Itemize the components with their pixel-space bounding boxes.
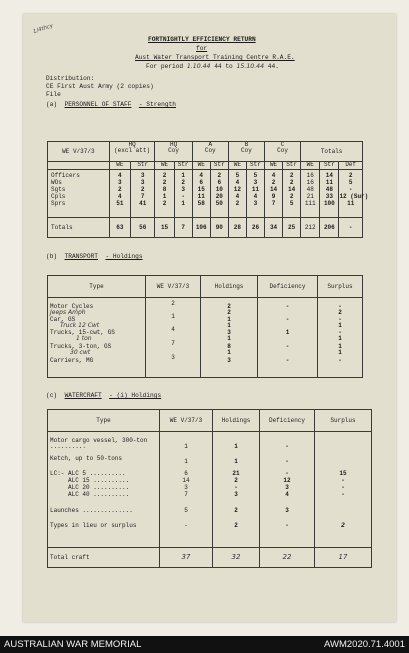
period-line	[146, 64, 279, 70]
period-to: 15.10.44	[236, 63, 265, 70]
total-cell: 15	[155, 218, 174, 238]
watercraft-total-surplus: 17	[315, 548, 372, 568]
personnel-col: 2 6 10 20 50	[210, 170, 228, 218]
personnel-col: 1 2 3 - 1	[174, 170, 192, 218]
caption-bar	[0, 636, 409, 653]
personnel-subhead-row	[48, 162, 363, 170]
watercraft-holdings: 1 1 21 2 - 3 2 2	[213, 432, 260, 548]
distribution-line-2: File	[46, 91, 61, 98]
personnel-col: 5 3 11 4 3	[246, 170, 264, 218]
title-for: for	[196, 45, 208, 52]
watercraft-total-we: 37	[160, 548, 213, 568]
personnel-body-row	[48, 170, 363, 218]
transport-table	[47, 275, 363, 378]
period-mid: 44 to	[214, 63, 233, 70]
section-c-heading: (c) WATERCRAFT - (i) Holdings	[46, 392, 162, 399]
personnel-we-label: WE V/37/3	[48, 142, 110, 162]
personnel-table	[47, 141, 369, 238]
unit-name: Aust Water Transport Training Centre R.A.E.	[135, 54, 295, 61]
total-cell: 106	[192, 218, 210, 238]
subhead: Str	[246, 162, 264, 170]
personnel-col-totals-str: 14 11 48 33 100	[320, 170, 339, 218]
personnel-col-totals-we: 16 16 48 21 111	[301, 170, 320, 218]
personnel-col: 4 6 15 11 58	[192, 170, 210, 218]
section-b-heading: (b) TRANSPORT - Holdings	[46, 253, 143, 260]
watercraft-header-holdings: Holdings	[213, 410, 260, 432]
personnel-col: 2 2 8 1 2	[155, 170, 174, 218]
transport-header-we: WE V/37/3	[146, 276, 201, 298]
transport-header-type: Type	[48, 276, 146, 298]
document-title: FORTNIGHTLY EFFICIENCY RETURN	[148, 36, 256, 43]
transport-header-deficiency: Deficiency	[258, 276, 318, 298]
watercraft-total-label: Total craft	[48, 548, 160, 568]
distribution-label: Distribution:	[46, 75, 95, 82]
subhead: WE	[301, 162, 320, 170]
transport-surplus: - 2 - 1 - 1 1 1 -	[318, 298, 363, 378]
watercraft-surplus: 15 - - - 2	[315, 432, 372, 548]
watercraft-header-surplus: Surplus	[315, 410, 372, 432]
personnel-group-totals: Totals	[301, 142, 363, 162]
watercraft-header-we: WE V/37/3	[160, 410, 213, 432]
transport-header-row	[48, 276, 363, 298]
total-cell: 90	[210, 218, 228, 238]
personnel-row-labels: Officers WOs Sgts Cpls Sprs	[48, 170, 110, 218]
document-page	[23, 14, 396, 622]
watercraft-total-deficiency: 22	[260, 548, 315, 568]
corner-pencil-note: 1/4thcy	[32, 22, 54, 36]
period-from: 1.10.44	[186, 63, 211, 70]
total-cell: 28	[228, 218, 246, 238]
personnel-totals-row	[48, 218, 363, 238]
subhead: Str	[130, 162, 154, 170]
personnel-group-hq: HQ (excl att)	[109, 142, 155, 162]
transport-deficiency: - - 1 - -	[258, 298, 318, 378]
transport-types: Motor Cycles Jeeps Amph Car, GS Truck 12 Cwt Trucks, 15-cwt, GS 1 ton Trucks, 3-ton, GS 30 cwt Carriers, MG	[48, 298, 146, 378]
subhead: WE	[155, 162, 174, 170]
watercraft-total-row	[48, 548, 372, 568]
watercraft-total-holdings: 32	[213, 548, 260, 568]
watercraft-header-row	[48, 410, 372, 432]
total-cell: 56	[130, 218, 154, 238]
transport-we: 2 1 4 7 3	[146, 298, 201, 378]
total-cell: 25	[283, 218, 301, 238]
subhead: Str	[210, 162, 228, 170]
transport-holdings: 2 2 1 1 3 1 8 1 3	[201, 298, 258, 378]
subhead: WE	[265, 162, 283, 170]
transport-header-surplus: Surplus	[318, 276, 363, 298]
period-label: For period	[146, 63, 184, 70]
total-cell: 26	[246, 218, 264, 238]
total-cell: 206	[320, 218, 339, 238]
subhead: WE	[109, 162, 130, 170]
caption-right: AWM2020.71.4001	[324, 639, 405, 650]
subhead: Str	[320, 162, 339, 170]
personnel-col: 2 2 14 2 5	[283, 170, 301, 218]
period-end: 44.	[267, 63, 279, 70]
total-cell: -	[339, 218, 363, 238]
personnel-col-totals-def: 2 5 - 12 (Sur) 11	[339, 170, 363, 218]
subhead: Def	[339, 162, 363, 170]
section-a-heading: (a) PERSONNEL OF STAFF - Strength	[46, 101, 176, 108]
personnel-col: 4 2 14 9 7	[265, 170, 283, 218]
watercraft-types: Motor cargo vessel, 300-ton .......... Ketch, up to 50-tons LC:- ALC 5 .......... ALC 15 .......... ALC 20 .......... ALC 40 .......... Launches .............. Types in lieu or surplus	[48, 432, 160, 548]
total-cell: 34	[265, 218, 283, 238]
watercraft-body-row	[48, 432, 372, 548]
caption-left: AUSTRALIAN WAR MEMORIAL	[4, 639, 142, 650]
personnel-totals-label: Totals	[48, 218, 110, 238]
watercraft-header-deficiency: Deficiency	[260, 410, 315, 432]
personnel-group-hq-coy: HQ Coy	[155, 142, 192, 162]
subhead: Str	[283, 162, 301, 170]
transport-body-row	[48, 298, 363, 378]
total-cell: 212	[301, 218, 320, 238]
watercraft-deficiency: - - - 12 3 4 3 -	[260, 432, 315, 548]
personnel-header-row	[48, 142, 363, 162]
distribution-line-1: CE First Aust Army (2 copies)	[46, 83, 154, 90]
personnel-col: 3 3 2 7 41	[130, 170, 154, 218]
personnel-group-a-coy: A Coy	[192, 142, 228, 162]
subhead: Str	[174, 162, 192, 170]
total-cell: 63	[109, 218, 130, 238]
subhead: WE	[228, 162, 246, 170]
subhead: WE	[192, 162, 210, 170]
personnel-col: 4 3 2 4 51	[109, 170, 130, 218]
watercraft-table	[47, 409, 372, 568]
personnel-col: 5 4 12 4 2	[228, 170, 246, 218]
watercraft-header-type: Type	[48, 410, 160, 432]
transport-header-holdings: Holdings	[201, 276, 258, 298]
watercraft-we: 1 1 6 14 3 7 5 -	[160, 432, 213, 548]
total-cell: 7	[174, 218, 192, 238]
personnel-group-b-coy: B Coy	[228, 142, 264, 162]
personnel-group-c-coy: C Coy	[265, 142, 301, 162]
